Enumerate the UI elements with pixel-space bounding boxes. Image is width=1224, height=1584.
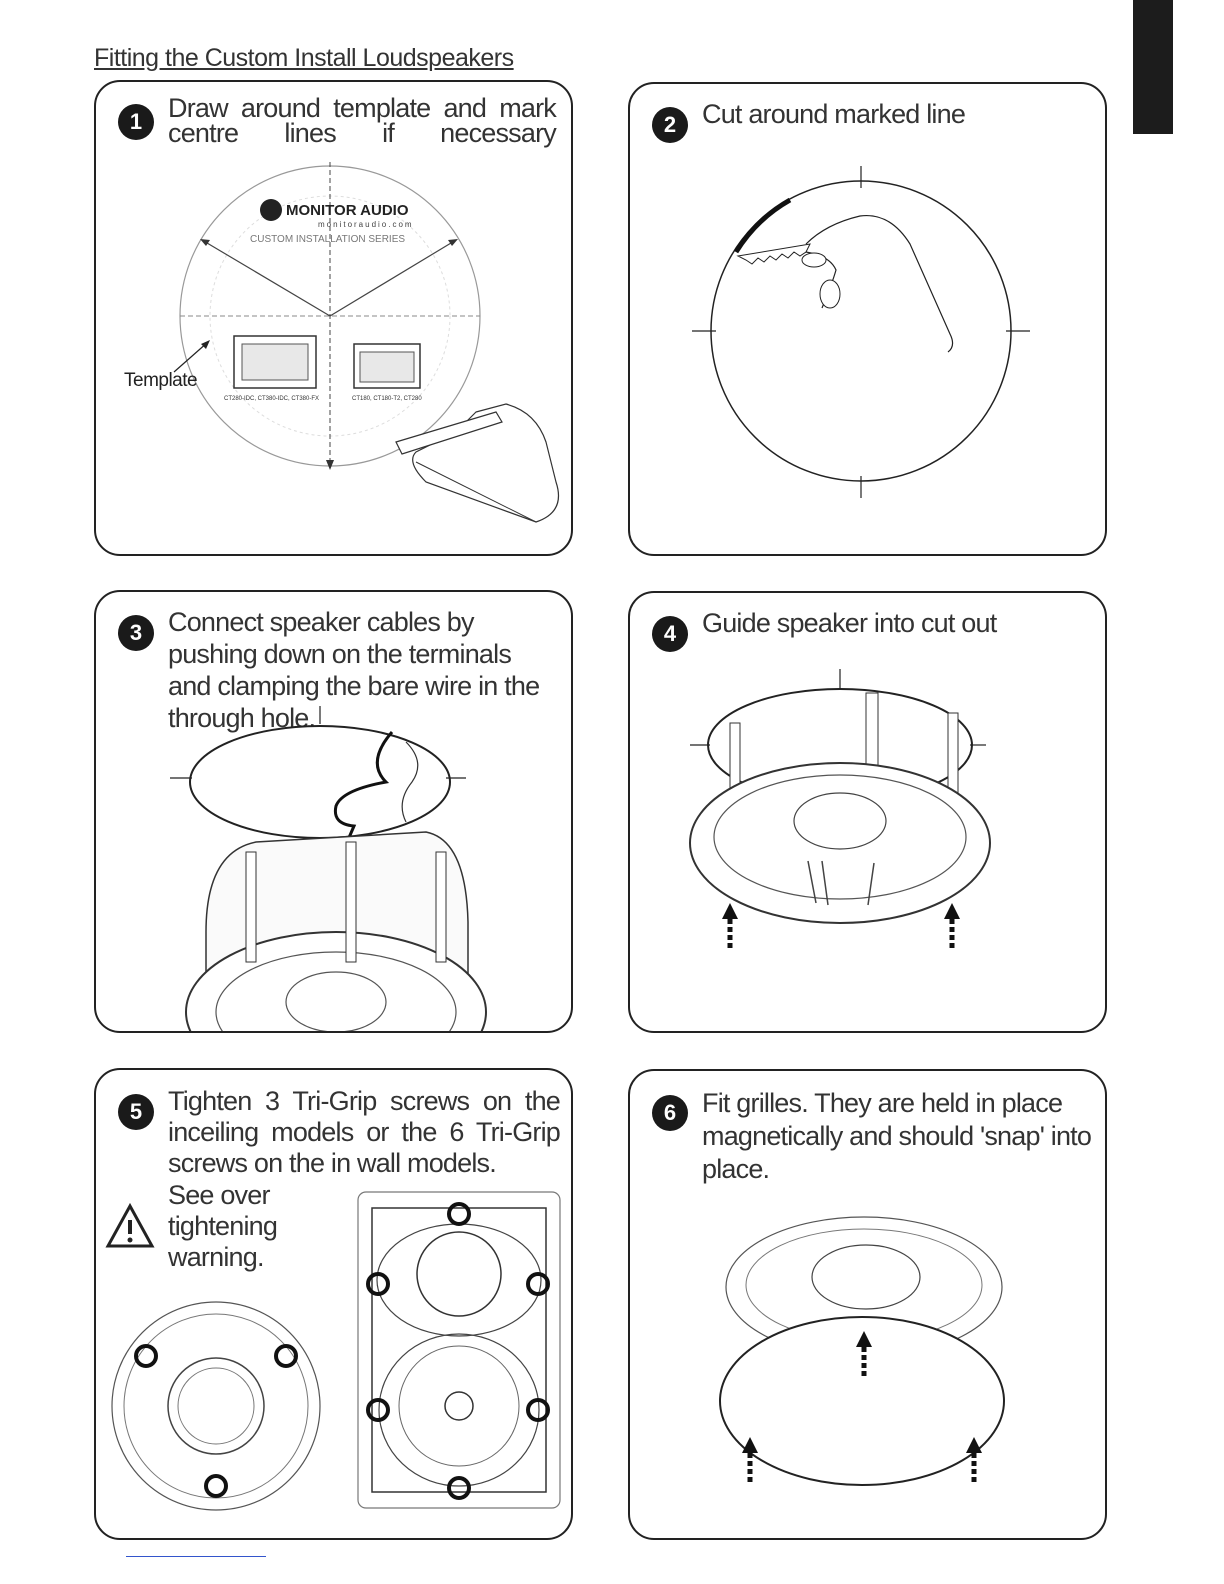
warning-line-1: See over [168,1180,270,1210]
guide-speaker-illustration [630,593,1107,1033]
step-3-number: 3 [118,615,154,651]
step-2-text: Cut around marked line [702,99,966,129]
svg-text:CT180, CT180-T2, CT280: CT180, CT180-T2, CT280 [352,396,422,402]
fit-grille-illustration [630,1071,1107,1540]
warning-icon [104,1202,156,1250]
step-4-text: Guide speaker into cut out [702,608,997,638]
step-6-panel [628,1069,1107,1540]
page-title: Fitting the Custom Install Loudspeakers [94,44,514,72]
warning-line-3: warning. [168,1242,264,1272]
step-1-text: Draw around template and mark centre lines if necessary [168,93,556,148]
warning-line-2: tightening [168,1211,278,1241]
step-5-number: 5 [118,1094,154,1130]
svg-text:MONITOR AUDIO: MONITOR AUDIO [286,202,409,219]
svg-text:CUSTOM INSTALLATION SERIES: CUSTOM INSTALLATION SERIES [250,234,406,245]
cable-connection-illustration [96,592,573,1033]
step-6-text: Fit grilles. They are held in place magnetically and should 'snap' into place. [702,1088,1092,1184]
footer-rule [126,1556,266,1557]
inwall-speaker-illustration [356,1190,562,1510]
step-4-number: 4 [652,616,688,652]
step-6-number: 6 [652,1095,688,1131]
svg-text:CT280-IDC, CT380-IDC, CT380-FX: CT280-IDC, CT380-IDC, CT380-FX [224,396,320,402]
warning-text [168,1180,277,1273]
step-2-number: 2 [652,107,688,143]
cut-circle-illustration [630,84,1107,556]
step-5-text: Tighten 3 Tri-Grip screws on the inceiling models or the 6 Tri-Grip screws on the in wall models. [168,1086,560,1178]
step-1-number: 1 [118,104,154,140]
step-1-panel [94,80,573,556]
step-4-panel [628,591,1107,1033]
inceiling-speaker-illustration [106,1296,326,1516]
step-2-panel [628,82,1107,556]
step-3-text: Connect speaker cables by pushing down on the terminals and clamping the bare wire in the through hole. [168,607,540,733]
step-3-panel [94,590,573,1033]
step-5-panel [94,1068,573,1540]
svg-text:monitoraudio.com: monitoraudio.com [318,220,414,229]
section-tab [1133,0,1173,134]
template-illustration [96,82,573,556]
template-label: Template [124,370,198,391]
